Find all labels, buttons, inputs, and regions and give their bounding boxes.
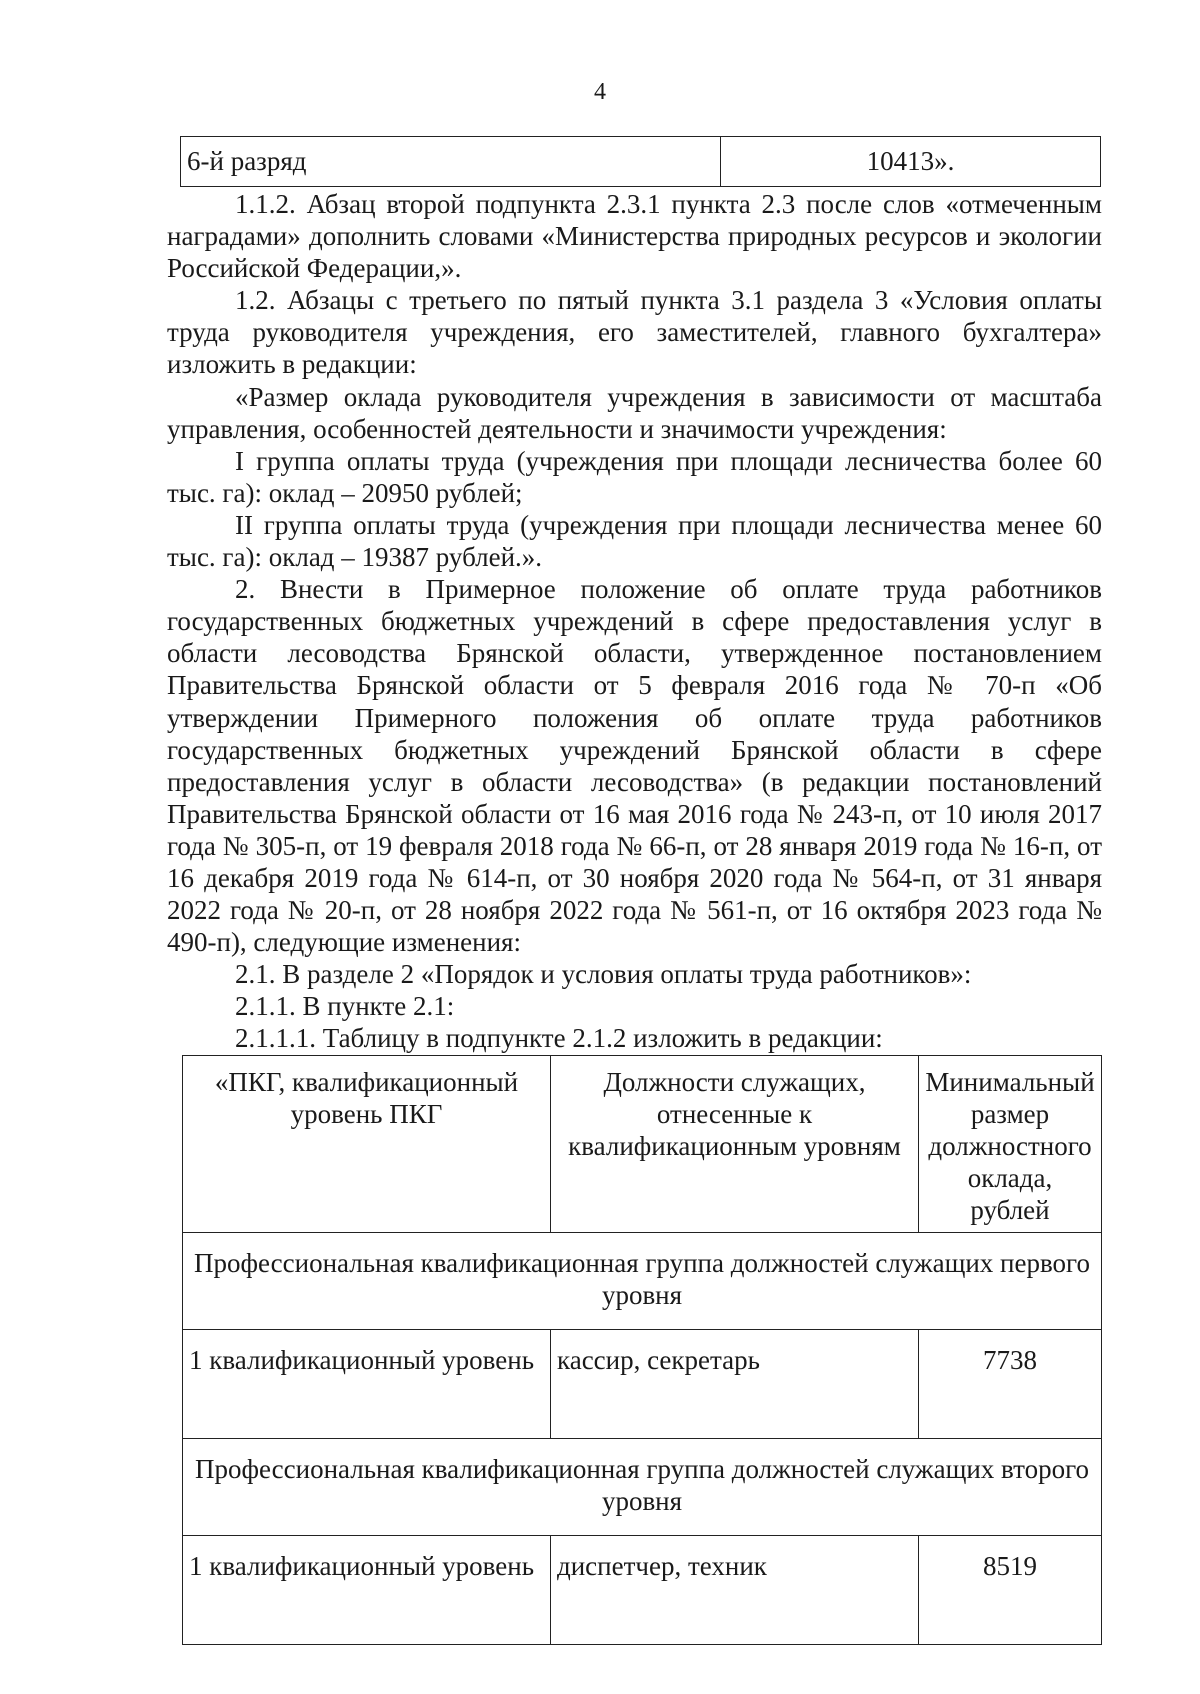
paragraph: 2. Внести в Примерное положение об оплате труда работников государственных бюджетных учреждений в сфере предоставления услуг в области лесоводства Брянской области, утвержденное постановлением Правительства Брянской области от 5 февраля 2016 года № 70-п «Об утверждении Примерного положения об оплате труда работников государственных бюджетных учреждений Брянской области в сфере предоставления услуг в области лесоводства» (в редакции постановлений Правительства Брянской области от 16 мая 2016 года № 243-п, от 10 июля 2017 года № 305-п, от 19 февраля 2018 года № 66-п, от 28 января 2019 года № 16-п, от 16 декабря 2019 года № 614-п, от 30 ноября 2020 года № 564-п, от 31 января 2022 года № 20-п, от 28 ноября 2022 года № 561-п, от 16 октября 2023 года № 490-п), следующие изменения: — [167, 574, 1102, 958]
header-cell-positions: Должности служащих, отнесенные к квалификационным уровням — [551, 1056, 919, 1233]
document-body — [167, 188, 1102, 1055]
table-row — [181, 137, 1101, 187]
top-table — [180, 136, 1101, 187]
salary-cell: 8519 — [919, 1536, 1102, 1645]
paragraph: I группа оплаты труда (учреждения при площади лесничества более 60 тыс. га): оклад – 20950 рублей; — [167, 445, 1102, 508]
table-header-row — [183, 1056, 1102, 1233]
paragraph: 1.2. Абзацы с третьего по пятый пункта 3.1 раздела 3 «Условия оплаты труда руководителя учреждения, его заместителей, главного бухгалтера» изложить в редакции: — [167, 285, 1102, 380]
group-row — [183, 1233, 1102, 1330]
group-row — [183, 1439, 1102, 1536]
paragraph: II группа оплаты труда (учреждения при площади лесничества менее 60 тыс. га): оклад – 19387 рублей.». — [167, 509, 1102, 573]
paragraph: «Размер оклада руководителя учреждения в зависимости от масштаба управления, особенностей деятельности и значимости учреждения: — [167, 381, 1102, 444]
positions-cell: диспетчер, техник — [551, 1536, 919, 1645]
level-cell: 1 квалификационный уровень — [183, 1330, 551, 1439]
header-cell-pkg: «ПКГ, квалификационный уровень ПКГ — [183, 1056, 551, 1233]
group-title: Профессиональная квалификационная группа должностей служащих первого уровня — [183, 1233, 1102, 1330]
salary-table — [182, 1055, 1102, 1645]
group-title: Профессиональная квалификационная группа должностей служащих второго уровня — [183, 1439, 1102, 1536]
paragraph: 2.1.1. В пункте 2.1: — [235, 991, 455, 1022]
paragraph: 2.1.1.1. Таблицу в подпункте 2.1.2 изложить в редакции: — [235, 1023, 883, 1054]
table-row — [183, 1536, 1102, 1645]
page-number: 4 — [594, 79, 606, 105]
header-cell-salary: Минимальный размер должностного оклада, рублей — [919, 1056, 1102, 1233]
paragraph: 2.1. В разделе 2 «Порядок и условия оплаты труда работников»: — [235, 959, 972, 990]
positions-cell: кассир, секретарь — [551, 1330, 919, 1439]
value-cell: 10413». — [721, 137, 1101, 187]
paragraph: 1.1.2. Абзац второй подпункта 2.3.1 пункта 2.3 после слов «отмеченным наградами» дополнить словами «Министерства природных ресурсов и экологии Российской Федерации,». — [167, 189, 1102, 284]
grade-cell: 6-й разряд — [181, 137, 721, 187]
salary-cell: 7738 — [919, 1330, 1102, 1439]
table-row — [183, 1330, 1102, 1439]
level-cell: 1 квалификационный уровень — [183, 1536, 551, 1645]
